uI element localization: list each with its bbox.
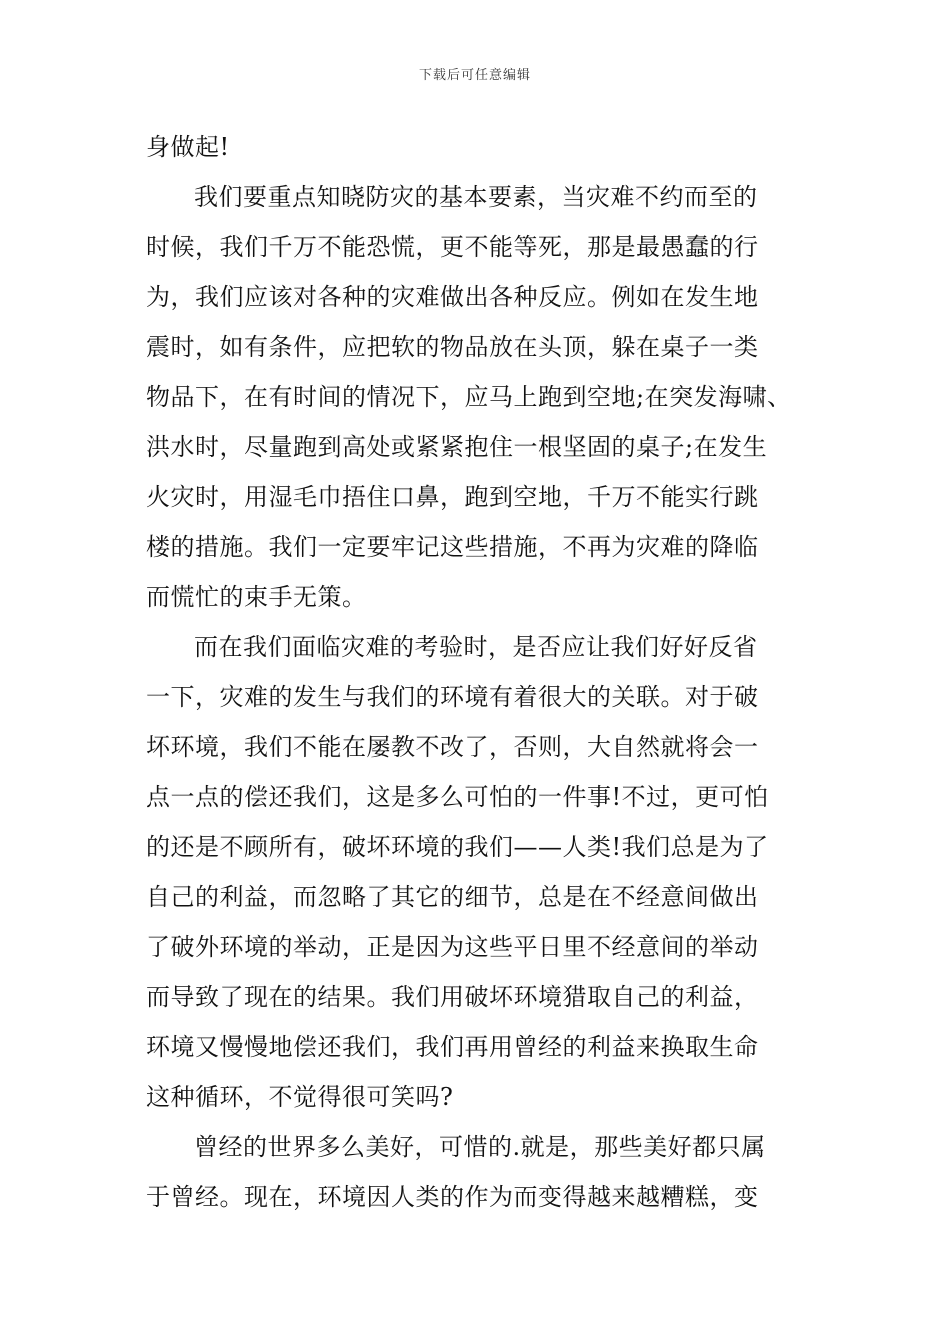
text-line: 环境又慢慢地偿还我们，我们再用曾经的利益来换取生命 [146,1033,759,1061]
text-line: 物品下，在有时间的情况下，应马上跑到空地;在突发海啸、 [146,383,792,411]
text-line: 火灾时，用湿毛巾捂住口鼻，跑到空地，千万不能实行跳 [146,483,759,511]
text-line: 自己的利益，而忽略了其它的细节，总是在不经意间做出 [146,883,759,911]
text-line: 我们要重点知晓防灾的基本要素，当灾难不约而至的 [194,183,758,211]
text-line: 的还是不顾所有，破坏环境的我们——人类!我们总是为了 [146,833,769,861]
text-line: 而慌忙的束手无策。 [146,583,367,611]
text-line: 震时，如有条件，应把软的物品放在头顶，躲在桌子一类 [146,333,759,361]
document-body [146,122,814,1222]
text-line: 洪水时，尽量跑到高处或紧紧抱住一根坚固的桌子;在发生 [146,433,768,461]
text-line: 而在我们面临灾难的考验时，是否应让我们好好反省 [194,633,758,661]
text-line: 这种循环，不觉得很可笑吗? [146,1083,454,1111]
text-line: 坏环境，我们不能在屡教不改了，否则，大自然就将会一 [146,733,759,761]
text-line: 而导致了现在的结果。我们用破坏环境猎取自己的利益， [146,983,759,1011]
text-line: 于曾经。现在，环境因人类的作为而变得越来越糟糕，变 [146,1183,759,1211]
text-line: 时候，我们千万不能恐慌，更不能等死，那是最愚蠢的行 [146,233,759,261]
text-line: 为，我们应该对各种的灾难做出各种反应。例如在发生地 [146,283,759,311]
text-line: 了破外环境的举动，正是因为这些平日里不经意间的举动 [146,933,759,961]
text-line: 楼的措施。我们一定要牢记这些措施，不再为灾难的降临 [146,533,759,561]
text-line: 曾经的世界多么美好，可惜的.就是，那些美好都只属 [194,1133,766,1161]
text-line: 身做起! [146,133,230,161]
text-line: 点一点的偿还我们，这是多么可怕的一件事!不过，更可怕 [146,783,769,811]
text-line: 一下，灾难的发生与我们的环境有着很大的关联。对于破 [146,683,759,711]
page-header: 下载后可任意编辑 [418,68,531,83]
